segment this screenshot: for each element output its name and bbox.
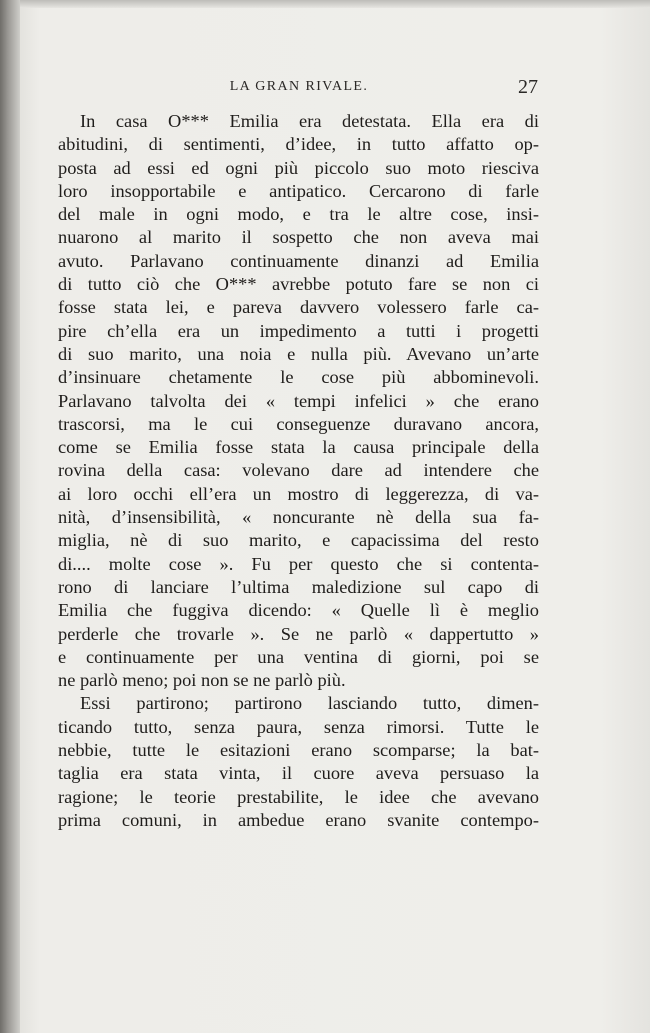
text-line: abitudini, di sentimenti, d’idee, in tutto affatto op- <box>58 134 539 155</box>
page-top-edge <box>20 0 650 8</box>
text-line: posta ad essi ed ogni più piccolo suo moto riesciva <box>58 157 539 178</box>
text-line: rovina della casa: volevano dare ad intendere che <box>58 460 539 481</box>
text-line: ne parlò meno; poi non se ne parlò più. <box>58 670 346 691</box>
page-number: 27 <box>518 76 538 98</box>
text-line: di.... molte cose ». Fu per questo che si contenta- <box>58 553 539 574</box>
text-line: fosse stata lei, e pareva davvero volessero farle ca- <box>58 297 539 318</box>
text-line: Emilia che fuggiva dicendo: « Quelle lì è meglio <box>58 600 539 621</box>
text-line: ticando tutto, senza paura, senza rimorsi. Tutte le <box>58 716 539 737</box>
text-line: pire ch’ella era un impedimento a tutti i progetti <box>58 320 539 341</box>
text-line: In casa O*** Emilia era detestata. Ella era di <box>80 111 539 131</box>
text-line: miglia, nè di suo marito, e capacissima del resto <box>58 530 539 551</box>
text-line: ragione; le teorie prestabilite, le idee che avevano <box>58 786 539 807</box>
text-line: nità, d’insensibilità, « noncurante nè della sua fa- <box>58 507 539 528</box>
text-line: rono di lanciare l’ultima maledizione sul capo di <box>58 576 539 597</box>
text-line: Essi partirono; partirono lasciando tutto, dimen- <box>80 693 539 714</box>
running-title: LA GRAN RIVALE. <box>229 79 369 94</box>
text-line: del male in ogni modo, e tra le altre cose, insi- <box>58 204 539 225</box>
text-line: avuto. Parlavano continuamente dinanzi ad Emilia <box>58 250 539 271</box>
text-line: nebbie, tutte le esitazioni erano scomparse; la bat- <box>58 740 539 761</box>
body-text <box>58 110 539 832</box>
book-spine-shadow <box>0 0 20 1033</box>
text-line: taglia era stata vinta, il cuore aveva persuaso la <box>58 763 539 784</box>
text-line: Parlavano talvolta dei « tempi infelici » che erano <box>58 390 539 411</box>
running-head <box>60 74 538 100</box>
text-line: trascorsi, ma le cui conseguenze duravano ancora, <box>58 413 539 434</box>
text-line: di tutto ciò che O*** avrebbe potuto fare se non ci <box>58 274 539 295</box>
text-line: nuarono al marito il sospetto che non aveva mai <box>58 227 539 248</box>
text-line: e continuamente per una ventina di giorni, poi se <box>58 646 539 667</box>
text-line: come se Emilia fosse stata la causa principale della <box>58 437 539 458</box>
text-line: loro insopportabile e antipatico. Cercarono di farle <box>58 180 539 201</box>
text-line: ai loro occhi ell’era un mostro di leggerezza, di va- <box>58 483 539 504</box>
text-line: d’insinuare chetamente le cose più abbominevoli. <box>58 367 539 388</box>
text-line: prima comuni, in ambedue erano svanite contempo- <box>58 809 539 830</box>
text-line: di suo marito, una noia e nulla più. Avevano un’arte <box>58 343 539 364</box>
text-line: perderle che trovarle ». Se ne parlò « dappertutto » <box>58 623 539 644</box>
